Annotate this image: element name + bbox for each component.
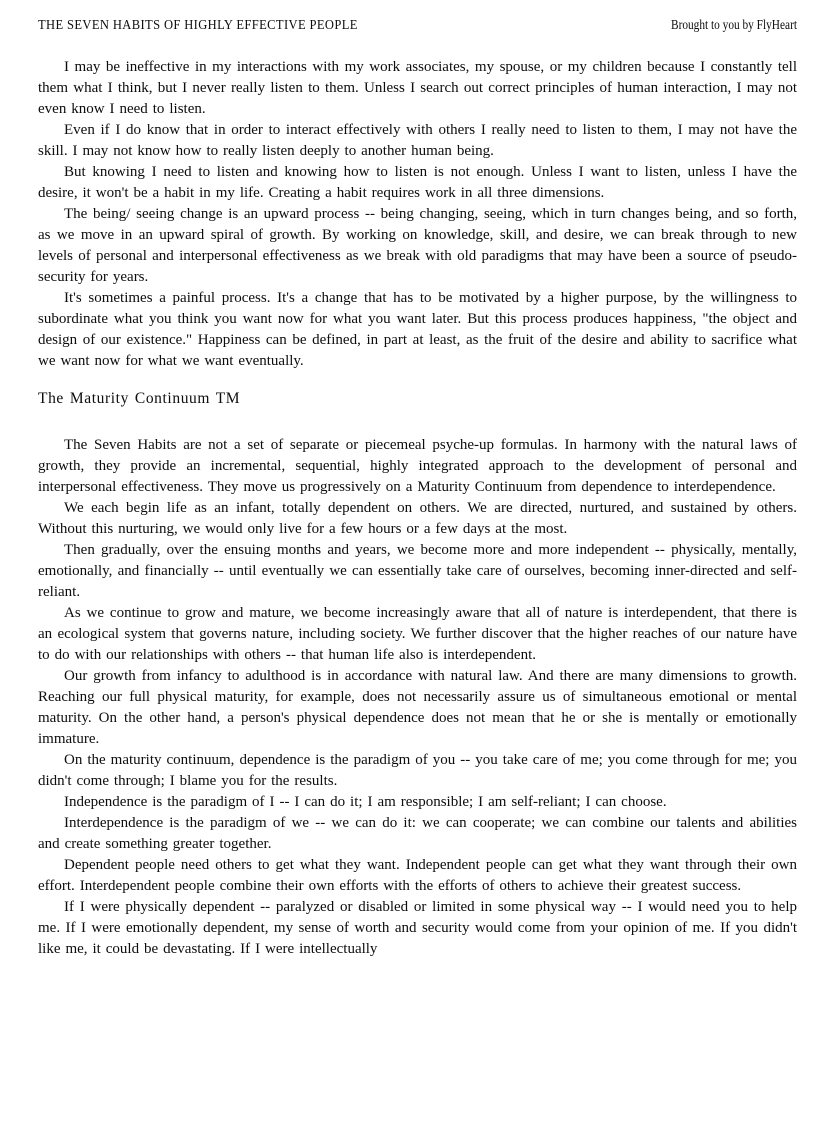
- paragraph: On the maturity continuum, dependence is the paradigm of you -- you take care of me; you come through for me; you didn't come through; I blame you for the results.: [38, 752, 797, 789]
- paragraph: It's sometimes a painful process. It's a change that has to be motivated by a higher purpose, by the willingness to subordinate what you think you want now for what you want later. But this process produces happiness, "the object and design of our existence." Happiness can be defined, in part at least, as the fruit of the desire and ability to sacrifice what we want now for what we want eventually.: [38, 290, 797, 369]
- paragraph: We each begin life as an infant, totally dependent on others. We are directed, nurtured, and sustained by others. Without this nurturing, we would only live for a few hours or a few days at the most.: [38, 500, 797, 537]
- section-heading: The Maturity Continuum TM: [38, 390, 241, 407]
- page-body: [38, 57, 797, 960]
- paragraph: I may be ineffective in my interactions with my work associates, my spouse, or my children because I constantly tell them what I think, but I never really listen to them. Unless I search out correct principles of human interaction, I may not even know I need to listen.: [38, 59, 797, 117]
- section-paragraphs: [38, 435, 797, 960]
- paragraph: Then gradually, over the ensuing months and years, we become more and more independent -- physically, mentally, emotionally, and financially -- until eventually we can essentially take care of ourselves, becoming inner-directed and self-reliant.: [38, 542, 797, 600]
- paragraph: Even if I do know that in order to interact effectively with others I really need to listen to them, I may not have the skill. I may not know how to really listen deeply to another human being.: [38, 122, 797, 159]
- paragraph: If I were physically dependent -- paralyzed or disabled or limited in some physical way -- I would need you to help me. If I were emotionally dependent, my sense of worth and security would come from your opinion of me. If you didn't like me, it could be devastating. If I were intellectually: [38, 899, 797, 957]
- intro-paragraphs: [38, 57, 797, 372]
- paragraph: The being/ seeing change is an upward process -- being changing, seeing, which in turn changes being, and so forth, as we move in an upward spiral of growth. By working on knowledge, skill, and desire, we can break through to new levels of personal and interpersonal effectiveness as we break with old paradigms that may have been a source of pseudo-security for years.: [38, 206, 797, 285]
- running-header-title: THE SEVEN HABITS OF HIGHLY EFFECTIVE PEOPLE: [38, 17, 358, 32]
- running-header-credit: Brought to you by FlyHeart: [671, 17, 797, 32]
- paragraph: Interdependence is the paradigm of we -- we can do it: we can cooperate; we can combine our talents and abilities and create something greater together.: [38, 815, 797, 852]
- page-header: [38, 18, 797, 32]
- paragraph: Dependent people need others to get what they want. Independent people can get what they want through their own effort. Interdependent people combine their own efforts with the efforts of others to achieve their greatest success.: [38, 857, 797, 894]
- paragraph: As we continue to grow and mature, we become increasingly aware that all of nature is interdependent, that there is an ecological system that governs nature, including society. We further discover that the higher reaches of our nature have to do with our relationships with others -- that human life also is interdependent.: [38, 605, 797, 663]
- paragraph: Independence is the paradigm of I -- I can do it; I am responsible; I am self-reliant; I can choose.: [64, 794, 667, 810]
- paragraph: Our growth from infancy to adulthood is in accordance with natural law. And there are many dimensions to growth. Reaching our full physical maturity, for example, does not necessarily assure us of simultaneous emotional or mental maturity. On the other hand, a person's physical dependence does not mean that he or she is mentally or emotionally immature.: [38, 668, 797, 747]
- paragraph: But knowing I need to listen and knowing how to listen is not enough. Unless I want to listen, unless I have the desire, it won't be a habit in my life. Creating a habit requires work in all three dimensions.: [38, 164, 797, 201]
- paragraph: The Seven Habits are not a set of separate or piecemeal psyche-up formulas. In harmony with the natural laws of growth, they provide an incremental, sequential, highly integrated approach to the development of personal and interpersonal effectiveness. They move us progressively on a Maturity Continuum from dependence to interdependence.: [38, 437, 797, 495]
